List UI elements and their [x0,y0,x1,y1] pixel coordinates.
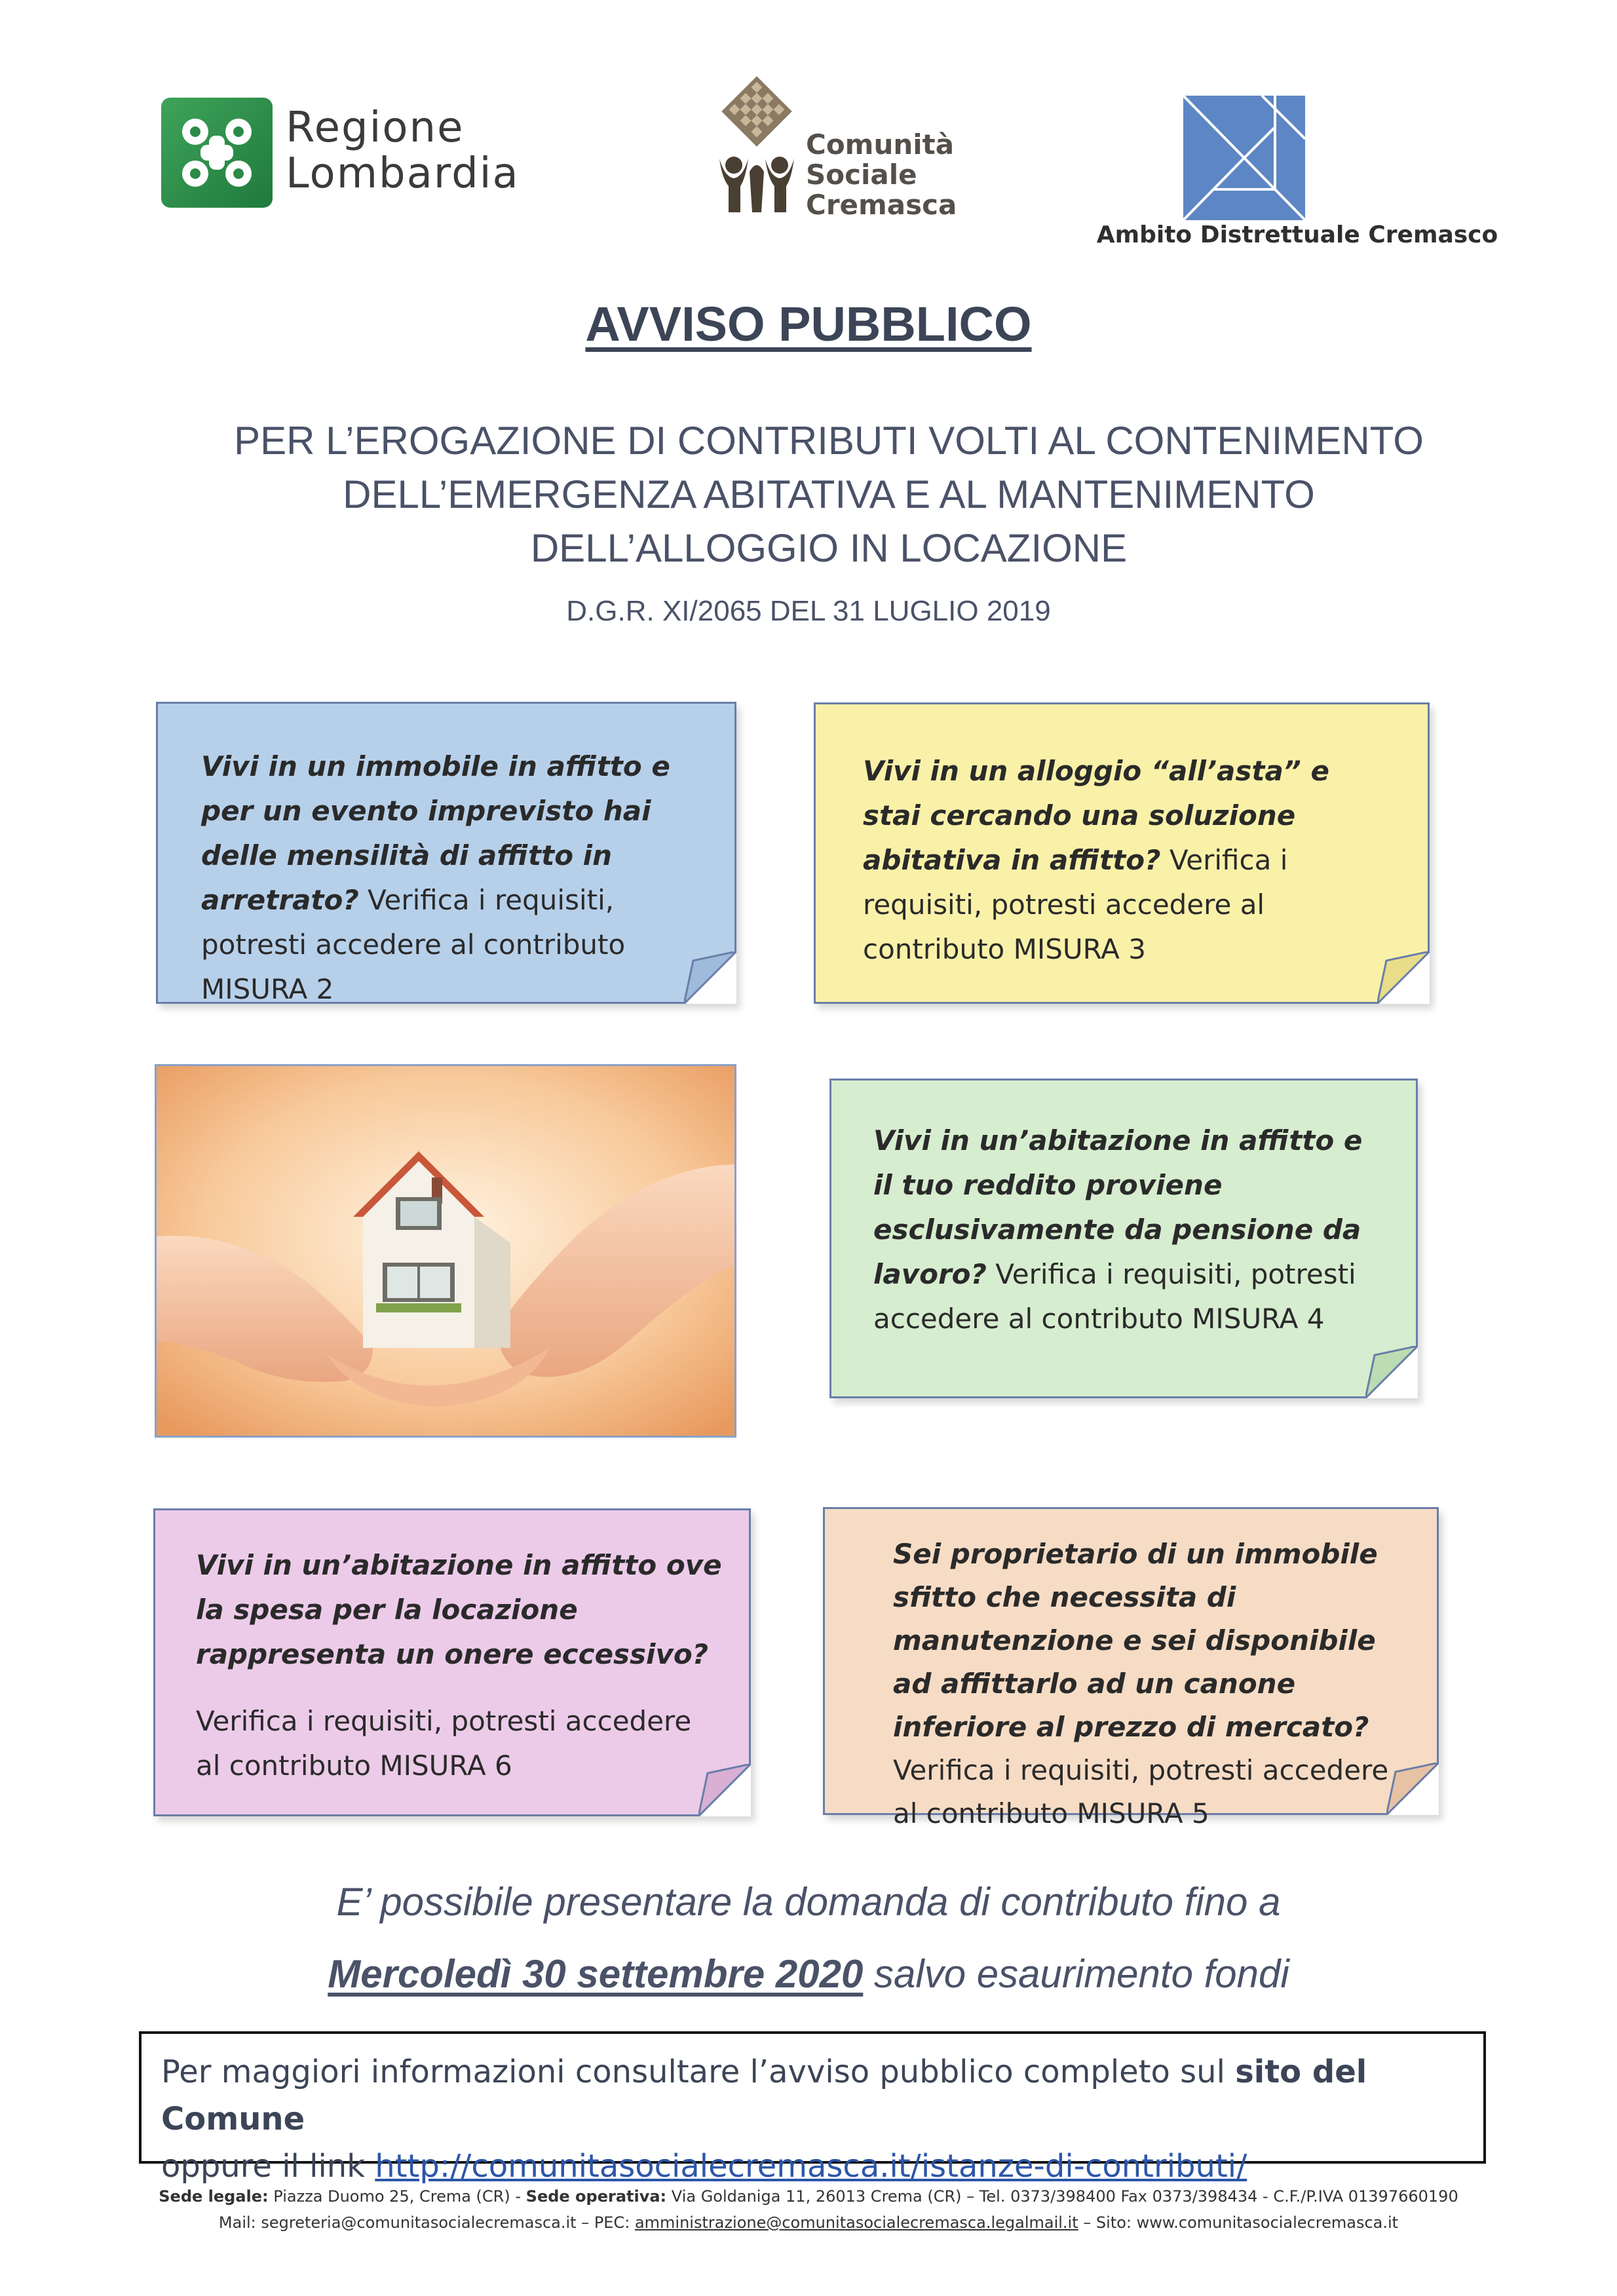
istanze-link[interactable]: http://comunitasocialecremasca.it/istanze-di-contributi/ [375,2148,1247,2185]
card-misura-6 [153,1508,751,1816]
ambito-distrettuale-logo-mark [1183,96,1305,220]
deadline-suffix: salvo esaurimento fondi [874,1952,1289,1996]
card-spacer [196,1677,723,1699]
card-question: Vivi in un’abitazione in affitto ove la spesa per la locazione rappresenta un onere eccessivo? [196,1549,722,1670]
regione-lombardia-name [286,105,520,197]
sociale-line: Sociale [806,159,917,191]
subtitle [118,414,1540,575]
info-line-1 [161,2048,1483,2143]
deadline-line [0,1951,1617,1997]
ambito-tangram-icon [1183,96,1305,220]
sede-operativa-label: Sede operativa: [525,2187,667,2206]
page-curl-icon [698,1764,751,1816]
page-curl-icon [1377,951,1430,1004]
card-misura-4 [829,1079,1418,1398]
footer-sito: – Sito: www.comunitasocialecremasca.it [1083,2213,1399,2232]
card-misura-5 [823,1507,1439,1829]
footer-mail: Mail: segreteria@comunitasocialecremasca.it – PEC: [218,2213,630,2232]
card-text: Verifica i requisiti, potresti accedere al contributo MISURA 3 [863,844,1288,965]
subtitle-line-3: DELL’ALLOGGIO IN LOCAZIONE [530,526,1128,570]
card-misura-3 [814,702,1430,1004]
info-prefix: Per maggiori informazioni consultare l’avviso pubblico completo sul [161,2054,1225,2090]
card-text: Verifica i requisiti, potresti accedere al contributo MISURA 2 [201,884,626,1005]
comunita-sociale-logo-mark [714,73,799,214]
card-question: Vivi in un’abitazione in affitto e il tuo reddito proviene esclusivamente da pensione da lavoro? [873,1124,1363,1290]
footer-contacts [0,2213,1617,2232]
card-text: Verifica i requisiti, potresti accedere al contributo MISURA 5 [893,1754,1389,1829]
info-line-2 [161,2143,1483,2190]
deadline-date: Mercoledì 30 settembre 2020 [328,1952,864,1996]
regione-lombardia-rose-icon [161,98,273,208]
card-text: Verifica i requisiti, potresti accedere al contributo MISURA 6 [196,1705,692,1782]
info-link-prefix: oppure il link [161,2148,366,2185]
regione-lombardia-logo-mark [161,98,273,208]
comunita-line: Comunità [806,128,955,161]
card-question: Vivi in un immobile in affitto e per un evento imprevisto hai delle mensilità di affitto in arretrato? [201,750,670,916]
subtitle-line-2: DELL’EMERGENZA ABITATIVA E AL MANTENIMENTO [343,472,1315,516]
footer-addresses [0,2187,1617,2206]
card-text: Verifica i requisiti, potresti accedere al contributo MISURA 4 [873,1258,1356,1335]
deadline-intro: E’ possibile presentare la domanda di contributo fino a [336,1880,1281,1924]
lombardia-line: Lombardia [286,149,520,198]
comunita-sociale-name [806,130,957,220]
card-question: Vivi in un alloggio “all’asta” e stai cercando una soluzione abitativa in affitto? [863,755,1329,876]
house-in-hands-photo [155,1064,736,1438]
dgr-reference: D.G.R. XI/2065 DEL 31 LUGLIO 2019 [566,595,1051,627]
sede-legale-label: Sede legale: [159,2187,269,2206]
card-question: Sei proprietario di un immobile sfitto che necessita di manutenzione e sei disponibile ad affittarlo ad un canone inferiore al prezzo di mercato? [893,1538,1378,1743]
comunita-people-icon [714,73,799,214]
house-in-hands-image [157,1066,736,1438]
sede-legale: Piazza Duomo 25, Crema (CR) - [273,2187,522,2206]
page-curl-icon [1365,1346,1418,1398]
footer-pec[interactable]: amministrazione@comunitasocialecremasca.legalmail.it [634,2213,1078,2232]
sede-operativa: Via Goldaniga 11, 26013 Crema (CR) – Tel. 0373/398400 Fax 0373/398434 - C.F./P.IVA 01397660190 [671,2187,1458,2206]
card-misura-2 [156,702,736,1004]
page-curl-icon [1386,1763,1439,1815]
regione-line: Regione [286,104,465,152]
page-title: AVVISO PUBBLICO [585,297,1032,351]
subtitle-line-1: PER L’EROGAZIONE DI CONTRIBUTI VOLTI AL CONTENIMENTO [234,419,1424,463]
info-sito-comune: sito del Comune [161,2054,1367,2137]
info-box [139,2031,1486,2185]
cremasca-line: Cremasca [806,189,957,221]
page-curl-icon [684,951,736,1004]
ambito-distrettuale-name: Ambito Distrettuale Cremasco [1096,221,1498,248]
